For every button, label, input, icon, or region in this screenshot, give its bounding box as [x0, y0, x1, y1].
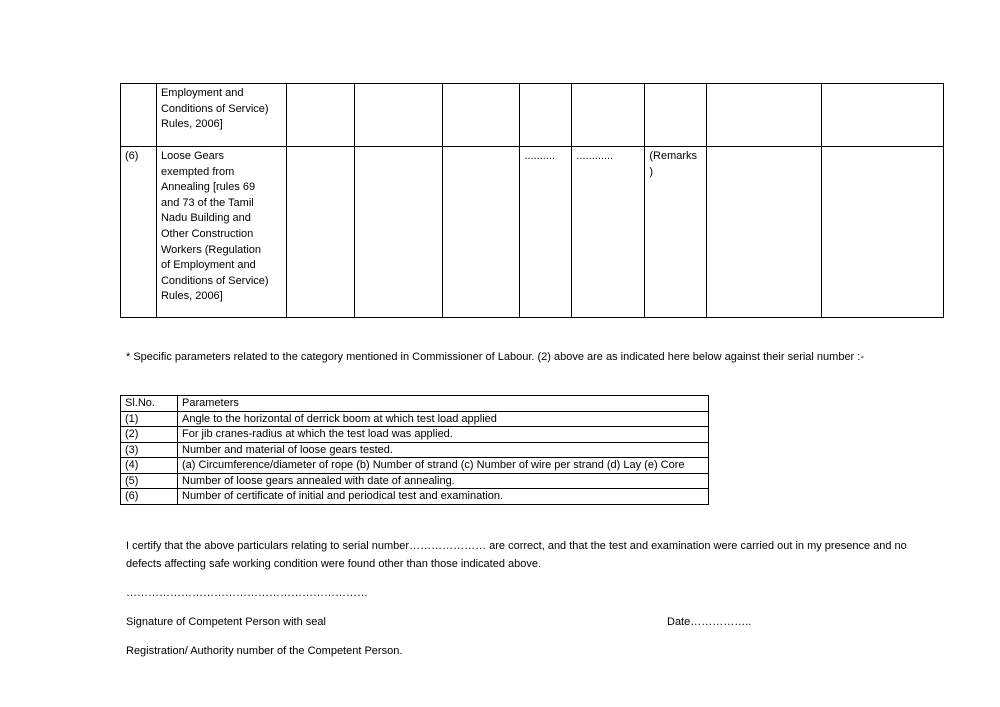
empty-cell [645, 84, 707, 147]
registration-label: Registration/ Authority number of the Competent Person. [126, 645, 403, 657]
empty-cell [707, 147, 822, 318]
sl-cell: (1) [121, 411, 178, 427]
sl-cell: (4) [121, 458, 178, 474]
register-table [120, 83, 944, 318]
table-row [121, 458, 709, 474]
empty-cell [520, 84, 572, 147]
empty-cell [286, 147, 354, 318]
remarks-cell: (Remarks ) [645, 147, 707, 318]
empty-cell [286, 84, 354, 147]
table-row [121, 473, 709, 489]
sl-cell: (5) [121, 473, 178, 489]
empty-cell [822, 84, 944, 147]
sl-cell: (6) [121, 489, 178, 505]
sl-cell: (6) [121, 147, 157, 318]
empty-cell [822, 147, 944, 318]
dots-cell: ............ [572, 147, 645, 318]
table-header-row [121, 396, 709, 412]
table-row [121, 442, 709, 458]
parameter-cell: Number of certificate of initial and periodical test and examination. [178, 489, 709, 505]
certification-text: I certify that the above particulars relating to serial number………………… are correct, and that the test and examination were carried out in my presence and no defects affecting safe working condition were found other than those indicated above. [126, 540, 907, 570]
table-row [121, 489, 709, 505]
sl-cell: (3) [121, 442, 178, 458]
empty-cell [354, 84, 442, 147]
parameter-cell: (a) Circumference/diameter of rope (b) Number of strand (c) Number of wire per strand (d) Lay (e) Core [178, 458, 709, 474]
table-row [121, 147, 944, 318]
sl-cell [121, 84, 157, 147]
description-cell: Loose Gears exempted from Annealing [rules 69 and 73 of the Tamil Nadu Building and Other Construction Workers (Regulation of Employment and Conditions of Service) Rules, 2006] [156, 147, 286, 318]
parameters-header: Parameters [178, 396, 709, 412]
empty-cell [442, 84, 520, 147]
dots-cell: .......... [520, 147, 572, 318]
empty-cell [707, 84, 822, 147]
parameter-cell: Angle to the horizontal of derrick boom at which test load applied [178, 411, 709, 427]
sl-no-header: Sl.No. [121, 396, 178, 412]
parameter-cell: For jib cranes-radius at which the test load was applied. [178, 427, 709, 443]
date-label: Date…………….. [667, 616, 752, 628]
table-row [121, 84, 944, 147]
empty-cell [442, 147, 520, 318]
description-cell: Employment and Conditions of Service) Rules, 2006] [156, 84, 286, 147]
table-row [121, 427, 709, 443]
empty-cell [572, 84, 645, 147]
parameters-note: * Specific parameters related to the category mentioned in Commissioner of Labour. (2) above are as indicated here below against their serial number :- [126, 351, 864, 363]
parameter-cell: Number and material of loose gears tested. [178, 442, 709, 458]
empty-cell [354, 147, 442, 318]
signature-label: Signature of Competent Person with seal [126, 616, 326, 628]
table-row [121, 411, 709, 427]
sl-cell: (2) [121, 427, 178, 443]
parameters-table [120, 395, 709, 505]
parameter-cell: Number of loose gears annealed with date of annealing. [178, 473, 709, 489]
signature-line: ………………………………………………………… [126, 587, 368, 599]
